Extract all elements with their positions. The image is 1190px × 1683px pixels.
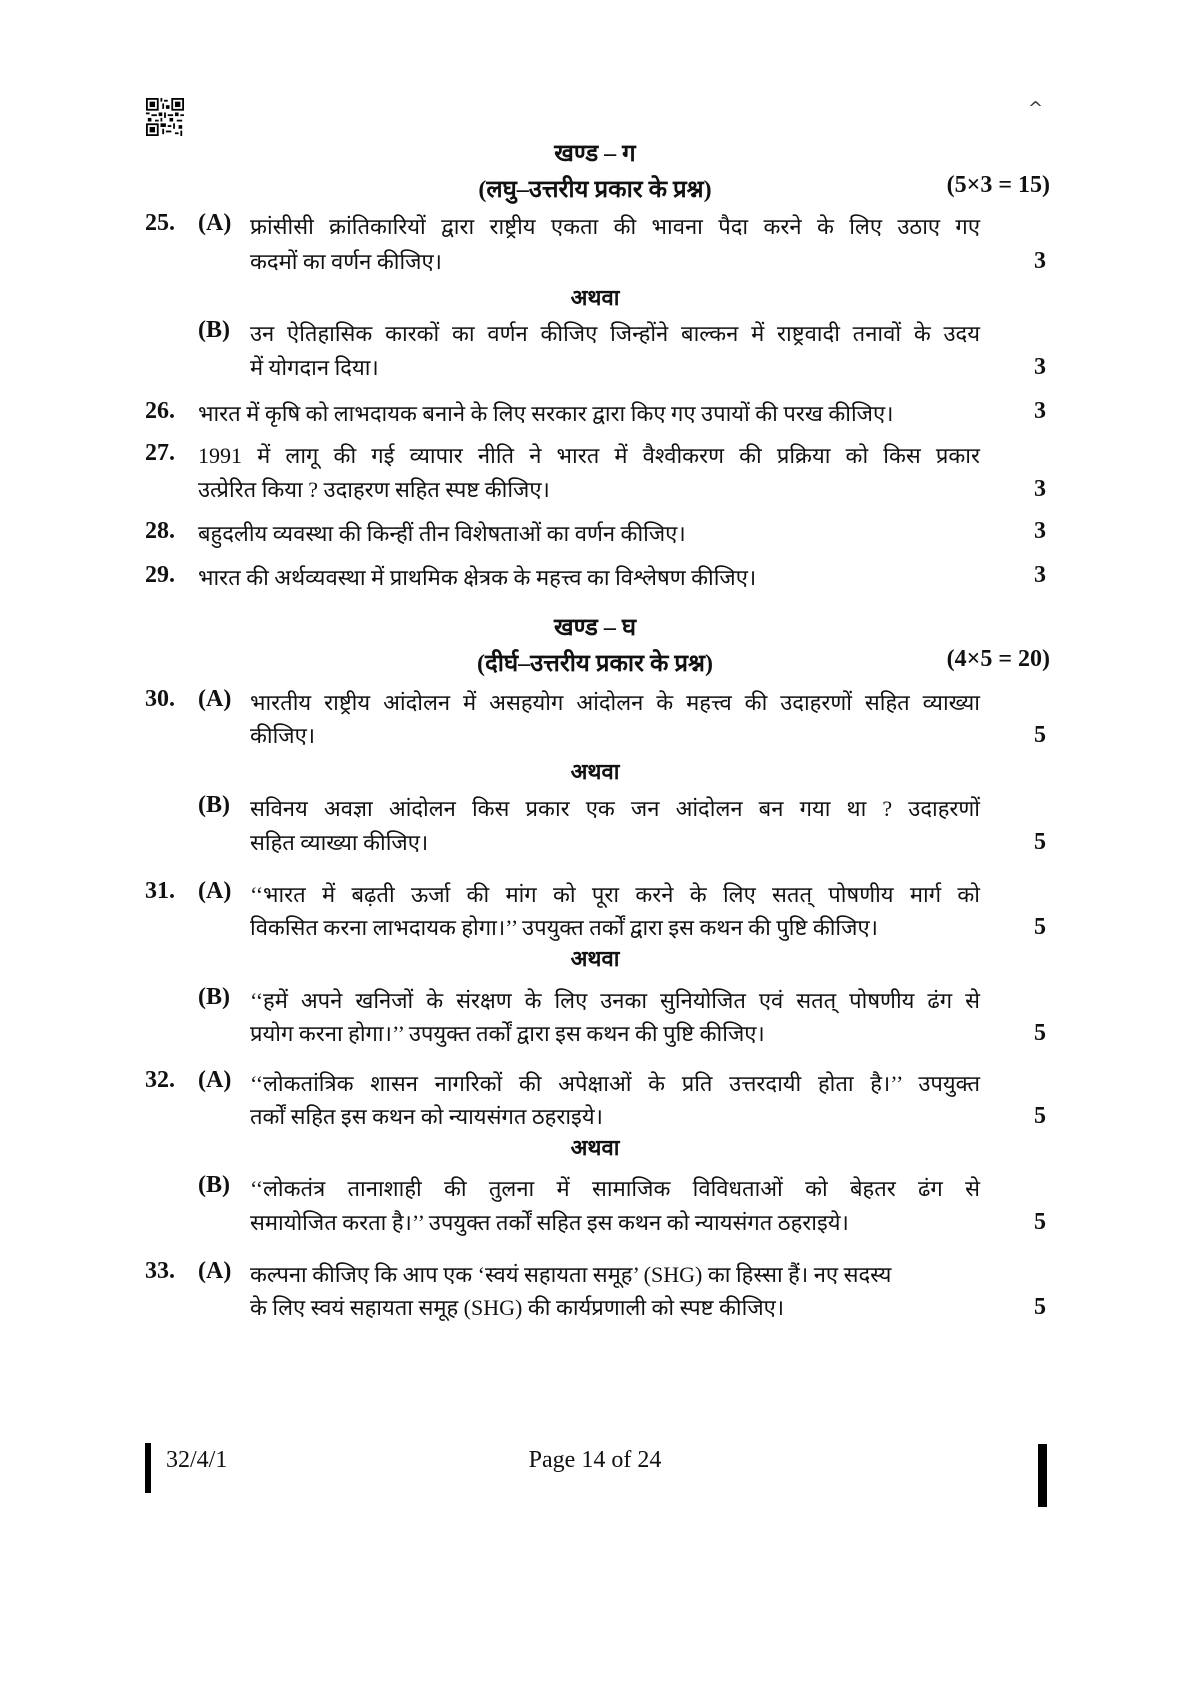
marks: 5	[1034, 1103, 1046, 1129]
question-text-line: भारत में कृषि को लाभदायक बनाने के लिए सरकार द्वारा किए गए उपायों की परख कीजिए।	[198, 401, 894, 426]
section-d-subtitle: (दीर्घ–उत्तरीय प्रकार के प्रश्न)	[477, 651, 713, 677]
marks: 3	[1034, 476, 1046, 502]
question-text-line: कल्पना कीजिए कि आप एक ‘स्वयं सहायता समूह’ (SHG) का हिस्सा हैं। नए सदस्य	[250, 1262, 892, 1287]
part-label: (B)	[198, 792, 230, 818]
question-text-line: उत्प्रेरित किया ? उदाहरण सहित स्पष्ट कीजिए।	[198, 477, 550, 502]
marks: 5	[1034, 1020, 1046, 1046]
paper-code: 32/4/1	[166, 1447, 228, 1473]
question-text-line: में योगदान दिया।	[250, 355, 379, 380]
section-c-marks: (5×3 = 15)	[946, 172, 1050, 198]
marks: 5	[1034, 722, 1046, 748]
question-text-line: प्रयोग करना होगा।’’ उपयुक्त तर्कों द्वारा इस कथन की पुष्टि कीजिए।	[250, 1021, 765, 1046]
question-number: 25.	[145, 210, 175, 236]
question-text-line: ‘‘लोकतांत्रिक शासन नागरिकों की अपेक्षाओं के प्रति उत्तरदायी होता है।’’ उपयुक्त	[250, 1071, 980, 1096]
question-number: 26.	[145, 398, 175, 424]
question-text-line: सविनय अवज्ञा आंदोलन किस प्रकार एक जन आंदोलन बन गया था ? उदाहरणों	[250, 796, 980, 821]
part-label: (B)	[198, 1172, 230, 1198]
marks: 3	[1034, 354, 1046, 380]
question-text-line: भारत की अर्थव्यवस्था में प्राथमिक क्षेत्रक के महत्त्व का विश्लेषण कीजिए।	[198, 565, 757, 590]
section-d-title: खण्ड – घ	[553, 615, 637, 641]
page-number: Page 14 of 24	[528, 1447, 662, 1473]
question-number: 32.	[145, 1067, 175, 1093]
marks: 5	[1034, 914, 1046, 940]
or-separator: अथवा	[570, 759, 620, 784]
question-text-line: ‘‘हमें अपने खनिजों के संरक्षण के लिए उनका सुनियोजित एवं सतत् पोषणीय ढंग से	[250, 988, 980, 1013]
question-number: 30.	[145, 686, 175, 712]
question-number: 28.	[145, 518, 175, 544]
question-text-line: ‘‘भारत में बढ़ती ऊर्जा की मांग को पूरा करने के लिए सतत् पोषणीय मार्ग को	[250, 882, 980, 907]
part-label: (B)	[198, 317, 230, 343]
question-text-line: समायोजित करता है।’’ उपयुक्त तर्कों सहित इस कथन को न्यायसंगत ठहराइये।	[250, 1210, 849, 1235]
question-text-line: ‘‘लोकतंत्र तानाशाही की तुलना में सामाजिक विविधताओं को बेहतर ढंग से	[250, 1176, 980, 1201]
marks: 3	[1034, 518, 1046, 544]
part-label: (A)	[198, 878, 232, 904]
question-text-line: भारतीय राष्ट्रीय आंदोलन में असहयोग आंदोलन के महत्त्व की उदाहरणों सहित व्याख्या	[250, 690, 980, 715]
part-label: (B)	[198, 984, 230, 1010]
part-label: (A)	[198, 1258, 232, 1284]
question-number: 31.	[145, 878, 175, 904]
section-c-subtitle: (लघु–उत्तरीय प्रकार के प्रश्न)	[478, 177, 712, 203]
question-text-line: विकसित करना लाभदायक होगा।’’ उपयुक्त तर्कों द्वारा इस कथन की पुष्टि कीजिए।	[250, 915, 878, 940]
or-separator: अथवा	[570, 1135, 620, 1160]
marks: 5	[1034, 829, 1046, 855]
question-text-line: के लिए स्वयं सहायता समूह (SHG) की कार्यप्रणाली को स्पष्ट कीजिए।	[250, 1295, 785, 1320]
part-label: (A)	[198, 686, 232, 712]
caret-mark: ^	[1028, 98, 1044, 119]
question-number: 33.	[145, 1258, 175, 1284]
marks: 5	[1034, 1294, 1046, 1320]
question-text-line: फ्रांसीसी क्रांतिकारियों द्वारा राष्ट्रीय एकता की भावना पैदा करने के लिए उठाए गए	[250, 214, 980, 239]
section-d-marks: (4×5 = 20)	[946, 646, 1050, 672]
question-text-line: उन ऐतिहासिक कारकों का वर्णन कीजिए जिन्होंने बाल्कन में राष्ट्रवादी तनावों के उदय	[250, 321, 980, 346]
question-text-line: कीजिए।	[250, 723, 316, 748]
part-label: (A)	[198, 1067, 232, 1093]
question-text-line: तर्कों सहित इस कथन को न्यायसंगत ठहराइये।	[250, 1104, 603, 1129]
footer-right-bar	[1038, 1444, 1047, 1507]
question-text-line: 1991 में लागू की गई व्यापार नीति ने भारत में वैश्वीकरण की प्रक्रिया को किस प्रकार	[198, 443, 980, 468]
or-separator: अथवा	[570, 285, 620, 310]
marks: 5	[1034, 1209, 1046, 1235]
question-number: 29.	[145, 562, 175, 588]
marks: 3	[1034, 398, 1046, 424]
question-text-line: सहित व्याख्या कीजिए।	[250, 830, 429, 855]
or-separator: अथवा	[570, 946, 620, 971]
marks: 3	[1034, 248, 1046, 274]
question-text-line: बहुदलीय व्यवस्था की किन्हीं तीन विशेषताओं का वर्णन कीजिए।	[198, 521, 686, 546]
question-number: 27.	[145, 440, 175, 466]
question-text-line: कदमों का वर्णन कीजिए।	[250, 249, 442, 274]
marks: 3	[1034, 562, 1046, 588]
qr-code-icon	[146, 98, 184, 136]
section-c-title: खण्ड – ग	[554, 141, 636, 167]
part-label: (A)	[198, 210, 232, 236]
